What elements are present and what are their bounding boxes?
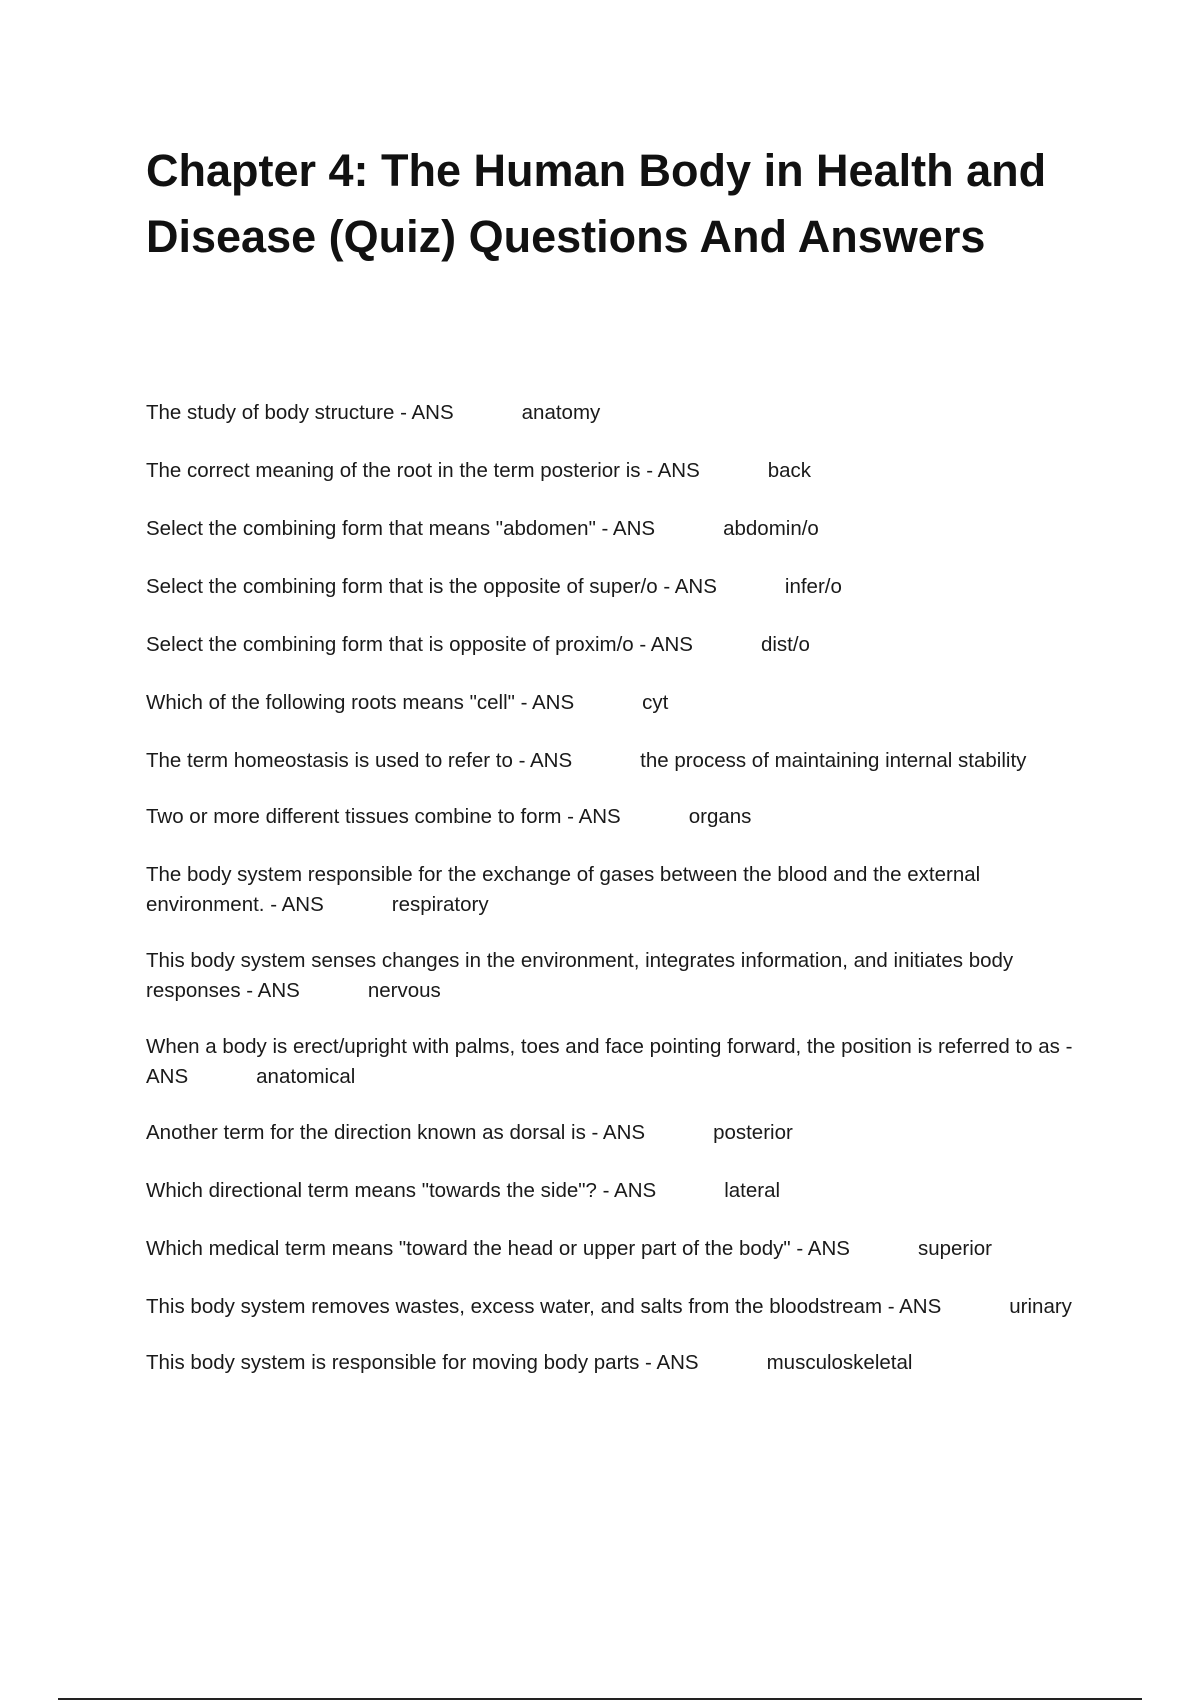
answer-text: anatomy [521, 401, 601, 424]
question-text: The correct meaning of the root in the term posterior is - ANS [146, 459, 700, 482]
answer-text: back [767, 459, 812, 482]
question-text: Another term for the direction known as dorsal is - ANS [146, 1121, 646, 1144]
qa-item [146, 1176, 1096, 1206]
answer-text: cyt [642, 691, 669, 714]
qa-list [146, 398, 1096, 1406]
qa-item [146, 398, 1096, 428]
answer-text: the process of maintaining internal stability [640, 749, 1027, 772]
qa-item [146, 860, 1096, 920]
qa-item [146, 1032, 1096, 1092]
question-text: Which medical term means "toward the head or upper part of the body" - ANS [146, 1237, 850, 1260]
qa-item [146, 514, 1096, 544]
answer-text: organs [688, 805, 752, 828]
question-text: The body system responsible for the exchange of gases between the blood and the external environment. - ANS [146, 863, 981, 916]
question-text: This body system removes wastes, excess water, and salts from the bloodstream - ANS [146, 1295, 942, 1318]
answer-text: urinary [1009, 1295, 1072, 1318]
qa-item [146, 688, 1096, 718]
question-text: Which of the following roots means "cell" - ANS [146, 691, 575, 714]
question-text: This body system is responsible for moving body parts - ANS [146, 1351, 699, 1374]
question-text: The study of body structure - ANS [146, 401, 454, 424]
question-text: This body system senses changes in the environment, integrates information, and initiates body responses - ANS [146, 949, 1014, 1002]
answer-text: infer/o [784, 575, 842, 598]
page-title: Chapter 4: The Human Body in Health and Disease (Quiz) Questions And Answers [146, 145, 1047, 262]
answer-text: respiratory [391, 893, 489, 916]
qa-item [146, 456, 1096, 486]
answer-text: musculoskeletal [766, 1351, 913, 1374]
answer-text: dist/o [760, 633, 810, 656]
answer-text: superior [917, 1237, 992, 1260]
answer-text: posterior [713, 1121, 793, 1144]
answer-text: lateral [724, 1179, 781, 1202]
qa-item [146, 1292, 1096, 1322]
answer-text: abdomin/o [723, 517, 819, 540]
qa-item [146, 630, 1096, 660]
answer-text: nervous [367, 979, 441, 1002]
question-text: The term homeostasis is used to refer to - ANS [146, 749, 573, 772]
qa-item [146, 1348, 1096, 1378]
question-text: Select the combining form that is the opposite of super/o - ANS [146, 575, 717, 598]
question-text: Two or more different tissues combine to form - ANS [146, 805, 621, 828]
qa-item [146, 802, 1096, 832]
qa-item [146, 1118, 1096, 1148]
answer-text: anatomical [256, 1065, 356, 1088]
qa-item [146, 572, 1096, 602]
question-text: Which directional term means "towards the side"? - ANS [146, 1179, 657, 1202]
question-text: When a body is erect/upright with palms, toes and face pointing forward, the position is referred to as - ANS [146, 1035, 1073, 1088]
question-text: Select the combining form that means "abdomen" - ANS [146, 517, 656, 540]
qa-item [146, 1234, 1096, 1264]
question-text: Select the combining form that is opposite of proxim/o - ANS [146, 633, 693, 656]
qa-item [146, 746, 1096, 776]
qa-item [146, 946, 1096, 1006]
